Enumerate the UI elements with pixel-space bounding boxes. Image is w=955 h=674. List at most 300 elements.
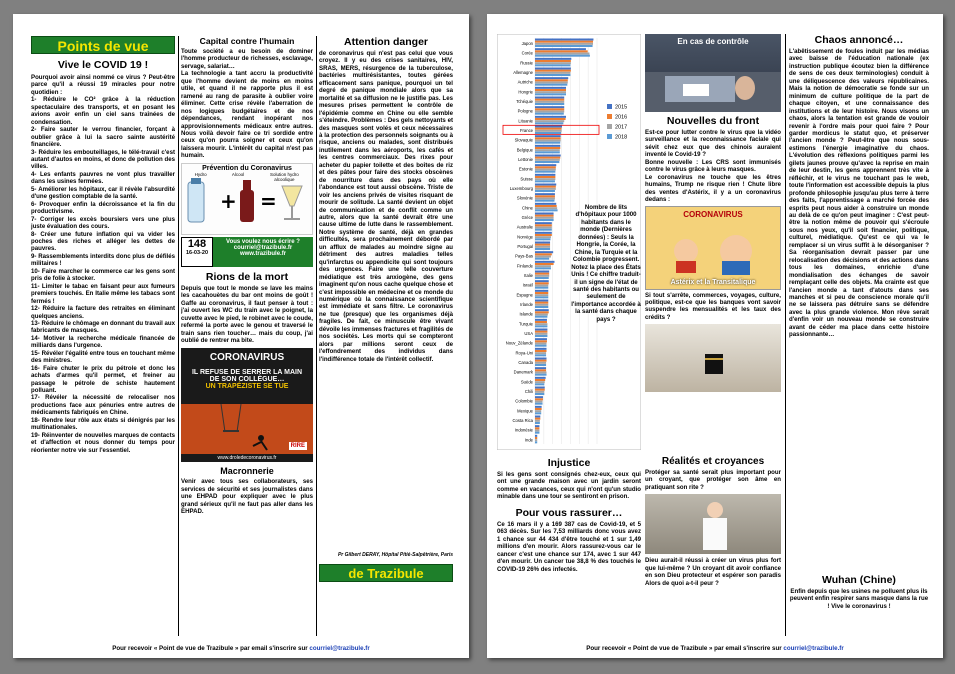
bar-2015-Australie [535, 222, 552, 224]
bar-2018-Slovaquie [535, 142, 560, 144]
vive-covid-item: 8- Créer une future inflation qui va vider les poches des riches et alléger les dettes de pauvres. [31, 230, 175, 253]
bar-2017-Australie [535, 227, 552, 229]
bar-2015-USA [535, 329, 547, 331]
bar-2018-Suisse [535, 180, 555, 182]
vive-covid-item: 19- Réinventer de nouvelles marques de contacts et d'affection et nous donner du temps pour réorienter notre vie sur l'essentiel. [31, 431, 175, 454]
rire-logo: RIRE [290, 443, 305, 450]
bar-2018-Pologne [535, 113, 564, 115]
realites-section [645, 456, 781, 587]
issue-email-link[interactable]: courriel@trazibule.fr [233, 244, 293, 251]
bar-2016-Danemark [535, 369, 546, 371]
category-label: Belgique [516, 147, 533, 153]
vive-covid-item: 3- Réduire les embouteillages, le télé-travail c'est autant d'autos en moins, et donc de pollution des villes. [31, 148, 175, 171]
bar-2018-Belgique [535, 151, 560, 153]
bar-2015-Autriche [535, 77, 568, 79]
vive-covid-item: 16- Faire chuter le prix du pétrole et donc les achats d'armes qu'il permet, et freiner au passage le pétrole de schiste hautement polluant. [31, 364, 175, 395]
bar-2016-Pays-Bas [535, 253, 552, 255]
chaos-title: Chaos annoncé… [814, 34, 904, 46]
bar-2017-Suède [535, 381, 545, 383]
poster-line-1: IL REFUSE DE SERRER LA MAIN [191, 369, 303, 377]
category-label: Finlande [516, 263, 533, 269]
bar-2016-Slovaquie [535, 137, 561, 139]
bar-2018-Espagne [535, 296, 548, 298]
category-label: Israël [522, 282, 533, 288]
bar-2017-Lettonie [535, 159, 560, 161]
issue-number: 148 [187, 237, 207, 250]
bar-2015-Italie [535, 271, 549, 273]
bar-2017-Pologne [535, 111, 564, 113]
legend-label-2015: 2015 [615, 104, 628, 111]
bar-2017-Lituanie [535, 120, 564, 122]
bar-2016-Russie [535, 60, 571, 62]
bar-2017-Turquie [535, 323, 547, 325]
bar-2017-Roya-Uni [535, 352, 546, 354]
cartoon-label-hydro: Hydro [194, 171, 207, 177]
vive-covid-item: 10- Faire marcher le commerce car les gens sont pris de folie à stocker. [31, 267, 175, 283]
realites-title: Réalités et croyances [661, 456, 765, 467]
bar-2016-Australie [535, 224, 552, 226]
bar-2018-France [535, 132, 561, 134]
category-label: Estonie [519, 166, 533, 172]
bar-2017-Grèce [535, 217, 554, 219]
rions-title: Rions de la mort [205, 270, 289, 283]
bar-2017-Slovaquie [535, 140, 561, 142]
bar-2017-Japon [535, 43, 593, 45]
bar-2018-Italie [535, 277, 549, 279]
bar-2017-Irlande [535, 304, 548, 306]
injustice-body: Si les gens sont consignés chez-eux, ceux qui ont une grande maison avec un jardin seront comme en vacances, ceux qui n'ont qu'un studio minable dans une tour se sentiront en prison. [497, 471, 641, 501]
bar-2017-Slovénie [535, 198, 555, 200]
capital-title: Capital contre l'humain [199, 36, 295, 46]
bar-2018-Grèce [535, 219, 554, 221]
bar-2018-Lituanie [535, 122, 563, 124]
bar-2016-Pologne [535, 108, 564, 110]
bar-2016-Autriche [535, 79, 568, 81]
bar-2018-Russie [535, 64, 570, 66]
bar-2015-Islande [535, 309, 549, 311]
bar-2017-Pays-Bas [535, 256, 551, 258]
chaos-body: L'abêtissement de foules induit par les médias avec baisse de l'éducation nationale (ex instruction publique écoutez bien la différence de sens de ces deux terminologies) conduit à une déliquescence des valeurs républicaines. Mais la notion de démocratie se fonde sur un minimum de culture politique de la part de chaque citoyen, et une connaissance des institutions et de leur histoire. Nous visons un chaos, alors la tentation est grande de vouloir revenir à l'ordre mais pour quoi faire ? Pour garder mordicus le statut quo, et préserver l'ancien monde ? Peut-être que nous sous-estimons l'énergie imaginative du chaos. L'évolution des réflexions politiques parmi les gilets jaunes prouve qu'avec la reprise en main de leur destin, les gens apprennent très vite à réfléchir, et le virus ne touchant pas le web, toute l'information est accessible depuis la plus profonde philosophie jusqu'au plus terre à terre des faits, l'apprentissage a marché forcée des esprits peut nous aider à construire un monde au delà de ce qu'on peut imaginer : C'est peut-être la notion même de pouvoir qui s'écroule sous nos yeux, qu'il soit financier, politique, culturel, médiatique. Qu'est ce qui va le remplacer si un virus suffit à le désorganiser ? Sa réorganisation devrait passer par une relocalisation des décisions et des actions dans tous les domaines, enrichie d'une mondialisation des échanges de savoir remplaçant celle des objets. Ma crainte est que l'ancien monde a tant d'atouts dans ses manches et si peu de conscience morale qu'il ne se laissera pas détruire sans se défendre avec la plus grande violence. Mon rêve serait d'enfin voir un nouveau monde se construire avant de céder ma place dans cette histoire passionnante… [789, 48, 929, 339]
bar-2015-Luxembourg [535, 184, 556, 186]
cartoon-title: Prévention du Coronavirus [202, 164, 292, 172]
category-label: Roya-Uni [515, 350, 533, 356]
bar-2018-Canada [535, 364, 546, 366]
category-label: Autriche [517, 79, 533, 85]
bar-2015-Slovaquie [535, 135, 561, 137]
control-photo [645, 34, 781, 112]
category-label: Slovaquie [514, 137, 533, 143]
issue-site-link[interactable]: www.trazibule.fr [239, 250, 287, 257]
bar-2017-Portugal [535, 246, 550, 248]
bar-2018-Lettonie [535, 161, 559, 163]
category-label: Danemark [513, 369, 533, 375]
rassurer-body: Ce 16 mars il y a 169 387 cas de Covid-19, et 5 063 décès. Sur les 7,53 milliards donc vous avez 1 chance sur 44 434 d'être touché et 1 sur 1,49 millions d'en mourir. Alors rassurez-vous car le cancer c'est une chance sur 174, avec 1 sur 447 d'en mourir. Un cancer tue 38,8 % des touchés le COVID-19 26% des infectés. [497, 520, 641, 573]
nouvelles-body-a: Est-ce pour lutter contre le virus que la vidéo surveillance et la reconnaissance faciale qui sévit chez eux que des chinois auraient inventé le Covid-19 ? [645, 129, 781, 159]
bar-2016-Luxembourg [535, 186, 556, 188]
bar-2016-Lituanie [535, 118, 566, 120]
attention-signature: Pr Gilbert DERAY, Hôpital Pitié-Salpêtrière, Paris [337, 552, 453, 558]
bar-2017-Allemagne [535, 72, 570, 74]
car-mask-drawing [645, 52, 781, 112]
bar-2017-USA [535, 333, 547, 335]
vive-covid-title: Vive le COVID 19 ! [57, 59, 149, 71]
bar-2015-Belgique [535, 145, 560, 147]
bar-2018-Costa Rica [535, 422, 540, 424]
bar-2018-Irlande [535, 306, 548, 308]
category-label: Grèce [521, 214, 533, 220]
bar-2018-Inde [535, 441, 537, 443]
bar-2017-Costa Rica [535, 420, 540, 422]
bar-2018-Luxembourg [535, 190, 555, 192]
bar-2018-Colombie [535, 403, 543, 405]
category-label: Mexique [517, 408, 533, 414]
macronnerie-body: Venir avec tous ses collaborateurs, ses services de sécurité et ses journalistes dans une EHPAD pour expliquer avec le plus grand sérieux qu'il ne faut pas aller dans les EHPAD. [181, 478, 313, 516]
category-label: Inde [524, 437, 533, 443]
poster-line-3: UN TRAPÉZISTE SE TUE [205, 383, 289, 391]
nouvelles-body-d: Si tout s'arrête, commerces, voyages, culture, politique, est-ce que les banques vont savoir suspendre les mensualités et les taux des crédits ? [645, 291, 781, 321]
bar-2017-Estonie [535, 169, 556, 171]
category-label: Norvège [517, 234, 533, 240]
bar-2015-Allemagne [535, 68, 571, 70]
svg-text:=: = [260, 188, 277, 213]
bar-2016-Estonie [535, 166, 556, 168]
bar-2018-Corée [535, 55, 590, 57]
bar-2016-Norvège [535, 234, 552, 236]
vive-covid-item: 12- Réduire la facture des retraites en éliminant quelques anciens. [31, 305, 175, 320]
category-label: Lituanie [518, 118, 533, 124]
vive-covid-intro: Pourquoi avoir ainsi nommé ce virus ? Peut-être parce qu'il a réussi 19 miracles pour notre quotidien : [31, 74, 175, 96]
category-label: Indonésie [514, 427, 533, 433]
category-label: USA [524, 330, 533, 336]
bar-2016-Belgique [535, 147, 560, 149]
footer-prefix: Pour recevoir « Point de vue de Trazibule » par email s'inscrire sur [586, 645, 782, 652]
footer-email-link[interactable]: courriel@trazibule.fr [309, 645, 370, 652]
bar-2018-Allemagne [535, 74, 570, 76]
category-label: Hongrie [518, 89, 533, 95]
bar-2015-Mexique [535, 406, 542, 408]
bar-2017-Islande [535, 314, 548, 316]
bar-2016-Italie [535, 273, 549, 275]
bar-2017-Luxembourg [535, 188, 556, 190]
bar-2015-Pays-Bas [535, 251, 553, 253]
bar-2015-Canada [535, 358, 547, 360]
category-label: Slovénie [516, 195, 533, 201]
bar-2015-Russie [535, 58, 571, 60]
footer-prefix: Pour recevoir « Point de vue de Trazibule » par email s'inscrire sur [112, 645, 308, 652]
category-label: Chine [522, 205, 533, 211]
vive-covid-item: 9- Rassemblements interdits donc plus de défilés militaires ! [31, 252, 175, 268]
legend-label-2018: 2018 [615, 134, 628, 141]
bar-2016-Colombie [535, 398, 543, 400]
bar-2015-Indonésie [535, 425, 539, 427]
bar-2018-Nouv_Zélande [535, 345, 547, 347]
bar-2016-Turquie [535, 321, 547, 323]
capital-body-a: Toute société a eu besoin de dominer l'homme producteur de richesses, esclavage, servage, salariat… [181, 48, 313, 70]
bar-2016-Grèce [535, 215, 554, 217]
category-label: Pologne [517, 108, 533, 114]
bar-2017-Finlande [535, 265, 551, 267]
issue-box [181, 237, 313, 267]
bar-2018-Indonésie [535, 432, 539, 434]
bar-2016-France [535, 128, 562, 130]
category-label: Suisse [520, 176, 533, 182]
poster-title: CORONAVIRUS [209, 352, 285, 364]
legend-label-2016: 2016 [615, 114, 628, 121]
wuhan-body: Enfin depuis que les usines ne polluent plus ils peuvent enfin respirer sans masque dans la rue ! Vive le coronavirus ! [789, 588, 929, 610]
bar-2018-Suède [535, 383, 544, 385]
control-photo-title: En cas de contrôle [677, 37, 749, 46]
asterix-caption: Astérix et la Transitalique [670, 278, 756, 286]
bar-2016-Costa Rica [535, 418, 540, 420]
bar-2018-Portugal [535, 248, 550, 250]
bar-2018-Mexique [535, 412, 541, 414]
bar-2016-Inde [535, 437, 537, 439]
bar-2015-France [535, 126, 562, 128]
bar-2017-Italie [535, 275, 549, 277]
bar-2017-Russie [535, 62, 571, 64]
bar-2015-Norvège [535, 232, 552, 234]
bar-2017-Tchéquie [535, 101, 564, 103]
bar-2015-Turquie [535, 319, 547, 321]
legend-swatch-2015 [607, 104, 612, 109]
vive-covid-item: 6- Provoquer enfin la décroissance et la fin du productivisme. [31, 200, 175, 216]
bar-2015-Lituanie [535, 116, 566, 118]
write-question: Vous voulez nous écrire ? [226, 238, 300, 245]
asterix-drawing [646, 221, 780, 281]
column-capital [181, 36, 313, 636]
category-label: Canada [518, 359, 533, 365]
vive-covid-item: 15- Révéler l'égalité entre tous en touchant même des ministres. [31, 349, 175, 365]
bar-2016-Canada [535, 360, 547, 362]
category-label: Australie [516, 224, 533, 230]
category-label: Japon [521, 40, 533, 46]
bar-2017-Indonésie [535, 430, 539, 432]
bar-2017-Danemark [535, 372, 547, 374]
bar-2017-Autriche [535, 82, 568, 84]
bar-2016-Allemagne [535, 70, 571, 72]
cartoon-label-solution: Solution hydro alcoolique [269, 171, 299, 182]
bar-2015-Lettonie [535, 155, 561, 157]
category-label: Lettonie [518, 156, 533, 162]
vive-covid-item: 7- Corriger les excès boursiers vers une plus juste évaluation des cours. [31, 215, 175, 231]
bar-2016-Slovénie [535, 195, 555, 197]
bar-2017-Canada [535, 362, 546, 364]
macronnerie-title: Macronnerie [220, 466, 274, 477]
bar-2016-Irlande [535, 302, 548, 304]
bar-2017-Colombie [535, 401, 543, 403]
category-label: Turquie [518, 321, 533, 327]
bar-2016-Lettonie [535, 157, 560, 159]
bar-2018-Islande [535, 316, 547, 318]
bar-2016-Tchéquie [535, 99, 564, 101]
bar-2015-Portugal [535, 242, 550, 244]
category-label: Pays-Bas [515, 253, 533, 259]
bar-2017-Corée [535, 53, 589, 55]
bar-2017-Inde [535, 439, 537, 441]
category-label: France [519, 127, 533, 133]
bar-2015-Japon [535, 39, 593, 41]
attention-title: Attention danger [344, 36, 428, 48]
bar-2016-Corée [535, 50, 588, 52]
rions-body: Depuis que tout le monde se lave les mains les cacahouètes du bar ont moins de goût ! Gaffe au coronavirus, il faut penser à tout : j'ai ouvert les WC du train avec le poignet, la cuvette avec le pied, le robinet avec le coude, refermé la porte avec le genou et traversé le train sans rien toucher… mais du coup, j'ai oublié de rentrer ma bite. [181, 284, 313, 344]
capital-body-b: La technologie a tant accru la productivité que l'homme devient de moins en moins utile, et quand il ne rapporte plus il est ramené au rang de parasite à oublier voire éliminer. Cette crise révèle l'aberration de nos logiques budgétaires et de nos dépendances, rendant inopérant nos approvisionnements médicaux entre autres. Nous voilà devoir faire ce tri sordide entre ceux qu'on pourra soigner et ceux qu'on laissera mourir. L'intérêt du capital n'est pas humain. [181, 70, 313, 160]
category-label: Irlande [520, 301, 533, 307]
prevention-cartoon [181, 163, 313, 235]
newsletter-page-1 [13, 14, 469, 658]
cartoon-label-alcool: Alcool [231, 171, 245, 177]
bar-2016-Hongrie [535, 89, 566, 91]
column-chaos [789, 34, 929, 636]
legend-swatch-2018 [607, 134, 612, 139]
category-label: Chili [524, 388, 533, 394]
bar-2015-Grèce [535, 213, 554, 215]
bar-2015-Costa Rica [535, 416, 540, 418]
bar-2015-Pologne [535, 106, 564, 108]
bar-2015-Estonie [535, 164, 556, 166]
category-label: Portugal [517, 243, 533, 249]
bar-2016-Espagne [535, 292, 548, 294]
bar-2018-Turquie [535, 325, 547, 327]
pope-photo [645, 494, 781, 554]
legend-label-2017: 2017 [615, 124, 628, 131]
bar-2018-Roya-Uni [535, 354, 546, 356]
issue-date: 16-03-20 [185, 249, 209, 256]
bar-2016-Portugal [535, 244, 550, 246]
bar-2015-Chine [535, 203, 556, 205]
injustice-section [497, 457, 641, 573]
bar-2015-Corée [535, 48, 586, 50]
footer-email-link[interactable]: courriel@trazibule.fr [783, 645, 844, 652]
category-label: Colombie [515, 398, 533, 404]
vive-covid-item: 14- Motiver la recherche médicale financée de milliards dans l'urgence. [31, 334, 175, 350]
mecca-photo [645, 324, 781, 392]
bar-2016-USA [535, 331, 547, 333]
category-label: Corée [521, 50, 533, 56]
bar-2018-Pays-Bas [535, 258, 549, 260]
poster-site: www.droledecoronavirus.fr [217, 455, 277, 462]
vive-covid-item: 4- Les enfants pauvres ne vont plus travailler dans les usines fermées. [31, 170, 175, 186]
bar-2015-Nouv_Zélande [535, 338, 547, 340]
bar-2016-Mexique [535, 408, 542, 410]
bar-2018-Chili [535, 393, 544, 395]
category-label: Nouv_Zélande [505, 340, 533, 346]
bar-2015-Israël [535, 280, 549, 282]
bar-2017-Chili [535, 391, 544, 393]
bar-2016-Israël [535, 282, 549, 284]
bar-2018-Chine [535, 209, 558, 211]
legend-swatch-2016 [607, 114, 612, 119]
bar-2016-Finlande [535, 263, 554, 265]
bar-2017-Nouv_Zélande [535, 343, 547, 345]
points-de-vue-banner: Points de vue [31, 36, 175, 54]
category-label: Costa Rica [512, 417, 533, 423]
bar-2016-Roya-Uni [535, 350, 547, 352]
vive-covid-item: 2- Faire sauter le verrou financier, forçant à oublier grâce à lui la sacro sainte austérité financière. [31, 126, 175, 149]
bar-2018-Norvège [535, 238, 551, 240]
bar-2015-Hongrie [535, 87, 566, 89]
bar-2017-Suisse [535, 178, 555, 180]
bar-2016-Chine [535, 205, 557, 207]
nouvelles-title: Nouvelles du front [666, 115, 760, 127]
bar-2016-Islande [535, 311, 549, 313]
bar-2018-Finlande [535, 267, 551, 269]
vive-covid-item: 17- Révéler la nécessité de relocaliser nos productions face aux pénuries entre autres de médicaments fabriqués en Chine. [31, 394, 175, 417]
vive-covid-item: 18- Rendre leur rôle aux états si dénigrés par les multinationales. [31, 416, 175, 432]
bar-2015-Irlande [535, 300, 548, 302]
bar-2015-Slovénie [535, 193, 555, 195]
vive-covid-item: 13- Réduire le chômage en donnant du travail aux fabricants de masques. [31, 319, 175, 335]
bar-2018-Israël [535, 287, 548, 289]
pope-drawing [645, 494, 781, 554]
bar-2016-Indonésie [535, 427, 539, 429]
vive-covid-item: 1- Réduire le CO² grâce à la réduction spectaculaire des transports, et en posant les avions avoir enfin un ciel sans traînées de condensation. [31, 96, 175, 126]
bar-2015-Roya-Uni [535, 348, 547, 350]
nouvelles-body-c: Le coronavirus ne touche que les êtres humains, Trump ne risque rien ! Chute libre des ventes d'Astérix, il y a un coronavirus dedans : [645, 173, 781, 204]
legend-swatch-2017 [607, 124, 612, 129]
category-label: Tchéquie [516, 98, 533, 104]
bar-2017-Chine [535, 207, 557, 209]
category-label: Islande [519, 311, 533, 317]
bar-2018-Hongrie [535, 93, 566, 95]
chart-caption: Nombre de lits d'hôpitaux pour 1000 habitants dans le monde (Dernières données) : Seuls la Hongrie, la Corée, la Chine, la Turquie et la Colombie progressent. Notez la place des États Unis ! Ce chiffre traduit-il un signe de l'état de santé des habitants ou seulement de l'importance accordée à la santé dans chaque pays ? [571, 204, 641, 323]
bar-2016-Japon [535, 41, 593, 43]
bar-2015-Finlande [535, 261, 554, 263]
bar-2015-Tchéquie [535, 97, 564, 99]
bar-2017-France [535, 130, 562, 132]
category-label: Italie [524, 272, 533, 278]
kaaba-drawing [645, 324, 781, 392]
realites-body-a: Protéger sa santé serait plus important pour un croyant, que protéger son âme en pratiquant son rite ? [645, 469, 781, 491]
attention-body: de coronavirus qui n'est pas celui que vous croyez. Il y eu des crises sanitaires, HIV, SRAS, MERS, résurgence de la tuberculose, bactéries multirésistantes, toutes gérées efficacement sans panique, pourquoi un tel degré de panique mondiale alors que sa mortalité et sa diffusion ne le justifie pas. Les mesures prises permettent le contrôle de l'épidémie comme en Chine ou elle semble s'éteindre. Problèmes : Des gels nettoyants et des masques sont volés et ceux nécessaires à la protection des personnels soignants ou à risque, anciens ou malades, sont distribués inutilement dans les aéroports, les cafés et les centres commerciaux. Des rixes pour acheter du papier toilette et des boîtes de riz et des pâtes pour faire des stocks obscènes de nourriture dans des pays où elle l'abondance est tout aussi obscène. Triste de voir les anciens privés de visites risquant de mourir de solitude. La santé devient un objet de communication et de conflit comme un autre, alors que la santé devrait être une cause ultime de lutte dans le rassemblement. Notre système de santé, déjà en grandes difficultés, sera prochainement débordé par un afflux de malades au moindre signe au détriment des autres maladies telles qu'infarctus ou appendicite qui sont toujours des urgences. Faire une telle couverture médiatique est très anxiogène, des gens imaginent qu'on nous cache quelque chose et c'est impossible en médecine et ce monde du numérique où la connaissance scientifique est immédiate et sans filtre. Le coronavirus ne tue (presque) que les organismes déjà fragiles. De fait, ce minuscule être vivant dévoile les immenses fractures et fragilités de nos sociétés. Les morts qui se compteront alors par millions seront ceux de l'effondrement des individus dans l'indifférence totale de l'intérêt collectif. [319, 50, 453, 363]
bar-2017-Mexique [535, 410, 541, 412]
bar-2018-Danemark [535, 374, 547, 376]
bar-2016-Chili [535, 389, 545, 391]
bar-2015-Inde [535, 435, 537, 437]
bar-2015-Danemark [535, 367, 546, 369]
category-label: Espagne [516, 292, 533, 298]
bar-2018-Autriche [535, 84, 567, 86]
rassurer-title: Pour vous rassurer… [515, 506, 623, 519]
realites-body-b: Dieu aurait-il réussi à créer un virus plus fort que lui-même ? Un croyant dit avoir confiance en son Dieu protecteur et espérer son paradis Alors de quoi a-t-il peur ? [645, 557, 781, 587]
bar-2016-Suède [535, 379, 545, 381]
bar-2017-Norvège [535, 236, 551, 238]
asterix-book-title: CORONAVIRUS [683, 209, 743, 219]
bar-2015-Espagne [535, 290, 548, 292]
bar-2017-Belgique [535, 149, 560, 151]
vive-covid-item: 5- Améliorer les hôpitaux, car il révèle l'absurdité d'une gestion comptable de la santé. [31, 185, 175, 201]
category-label: Russie [520, 60, 533, 66]
category-label: Luxembourg [509, 185, 533, 191]
bar-2015-Suède [535, 377, 546, 379]
coronavirus-poster [181, 348, 313, 462]
bar-2015-Colombie [535, 396, 543, 398]
bar-2016-Nouv_Zélande [535, 340, 547, 342]
vive-covid-list [31, 96, 175, 454]
column-attention-danger [319, 36, 453, 636]
bar-2018-Japon [535, 45, 593, 47]
injustice-title: Injustice [547, 457, 591, 469]
poster-line-2: DE SON COLLÈGUE… [209, 376, 285, 384]
bar-2015-Suisse [535, 174, 555, 176]
page1-footer [13, 645, 469, 652]
bar-2018-Slovénie [535, 200, 554, 202]
bar-2016-Suisse [535, 176, 555, 178]
bar-2018-Estonie [535, 171, 555, 173]
trazibule-banner: de Trazibule [319, 564, 453, 582]
bar-2015-Chili [535, 387, 545, 389]
column-vive-covid [31, 36, 175, 636]
category-label: Allemagne [513, 69, 533, 75]
